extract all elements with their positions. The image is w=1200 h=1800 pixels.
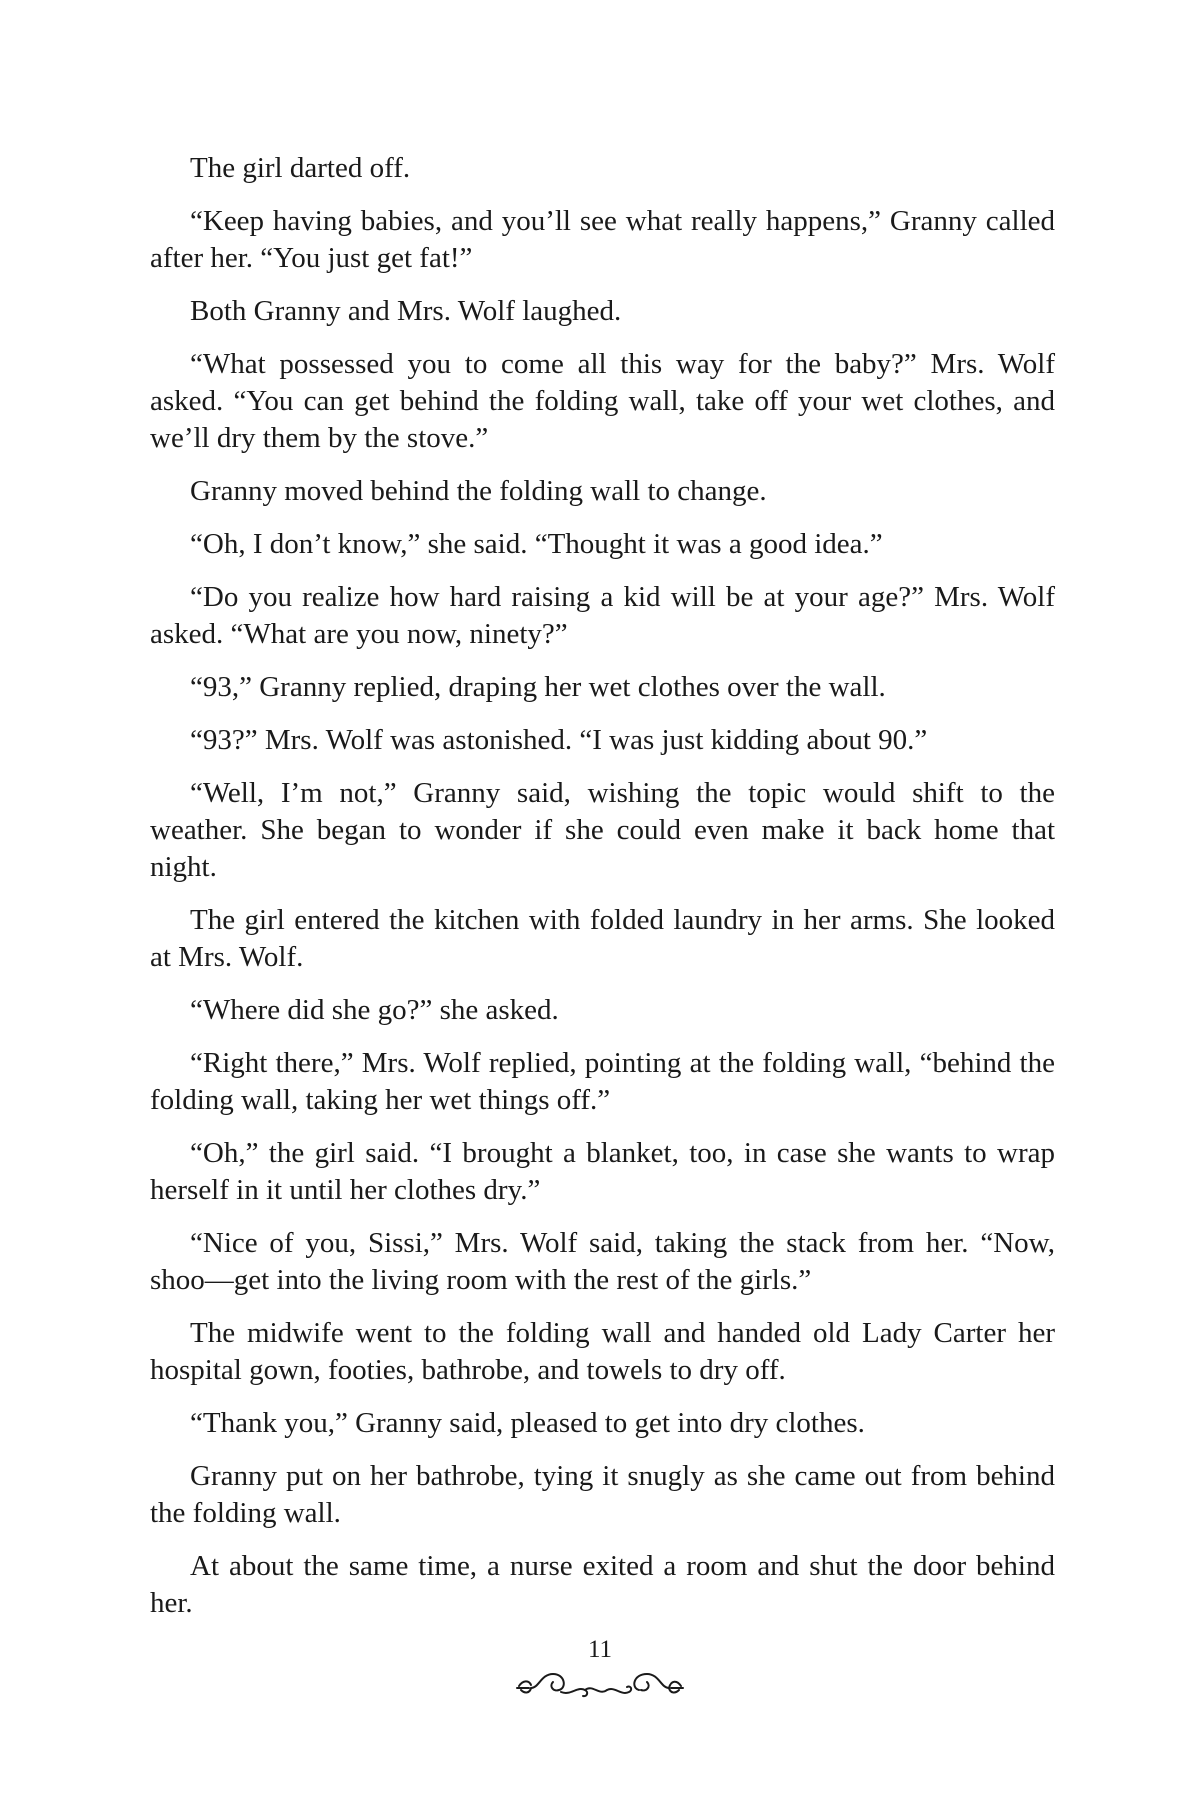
paragraph: Granny moved behind the folding wall to change. [190,475,767,507]
paragraph: “What possessed you to come all this way for the baby?” Mrs. Wolf asked. “You can get behind the folding wall, take off your wet clothes, and we’ll dry them by the stove.” [150,348,1055,454]
paragraph: Both Granny and Mrs. Wolf laughed. [190,295,622,327]
paragraph: “Do you realize how hard raising a kid will be at your age?” Mrs. Wolf asked. “What are you now, ninety?” [150,581,1055,650]
paragraph: “Oh,” the girl said. “I brought a blanket, too, in case she wants to wrap herself in it until her clothes dry.” [150,1137,1055,1206]
paragraph: “93,” Granny replied, draping her wet clothes over the wall. [190,671,886,703]
body-text [150,150,1055,1638]
paragraph: “Oh, I don’t know,” she said. “Thought it was a good idea.” [190,528,883,560]
paragraph: “Thank you,” Granny said, pleased to get into dry clothes. [190,1407,865,1439]
paragraph: “Where did she go?” she asked. [190,994,559,1026]
paragraph: “Nice of you, Sissi,” Mrs. Wolf said, taking the stack from her. “Now, shoo—get into the living room with the rest of the girls.” [150,1227,1055,1296]
paragraph: The girl entered the kitchen with folded laundry in her arms. She looked at Mrs. Wolf. [150,904,1055,973]
page-number: 11 [587,1636,613,1663]
paragraph: The girl darted off. [190,152,411,184]
paragraph: Granny put on her bathrobe, tying it snugly as she came out from behind the folding wall. [150,1460,1055,1529]
flourish-ornament-icon [515,1666,685,1702]
paragraph: “Keep having babies, and you’ll see what really happens,” Granny called after her. “You just get fat!” [150,205,1055,274]
paragraph: The midwife went to the folding wall and handed old Lady Carter her hospital gown, footies, bathrobe, and towels to dry off. [150,1317,1055,1386]
paragraph: “Well, I’m not,” Granny said, wishing the topic would shift to the weather. She began to wonder if she could even make it back home that night. [150,777,1055,883]
paragraph: “Right there,” Mrs. Wolf replied, pointing at the folding wall, “behind the folding wall, taking her wet things off.” [150,1047,1055,1116]
paragraph: At about the same time, a nurse exited a room and shut the door behind her. [150,1550,1055,1619]
paragraph: “93?” Mrs. Wolf was astonished. “I was just kidding about 90.” [190,724,928,756]
